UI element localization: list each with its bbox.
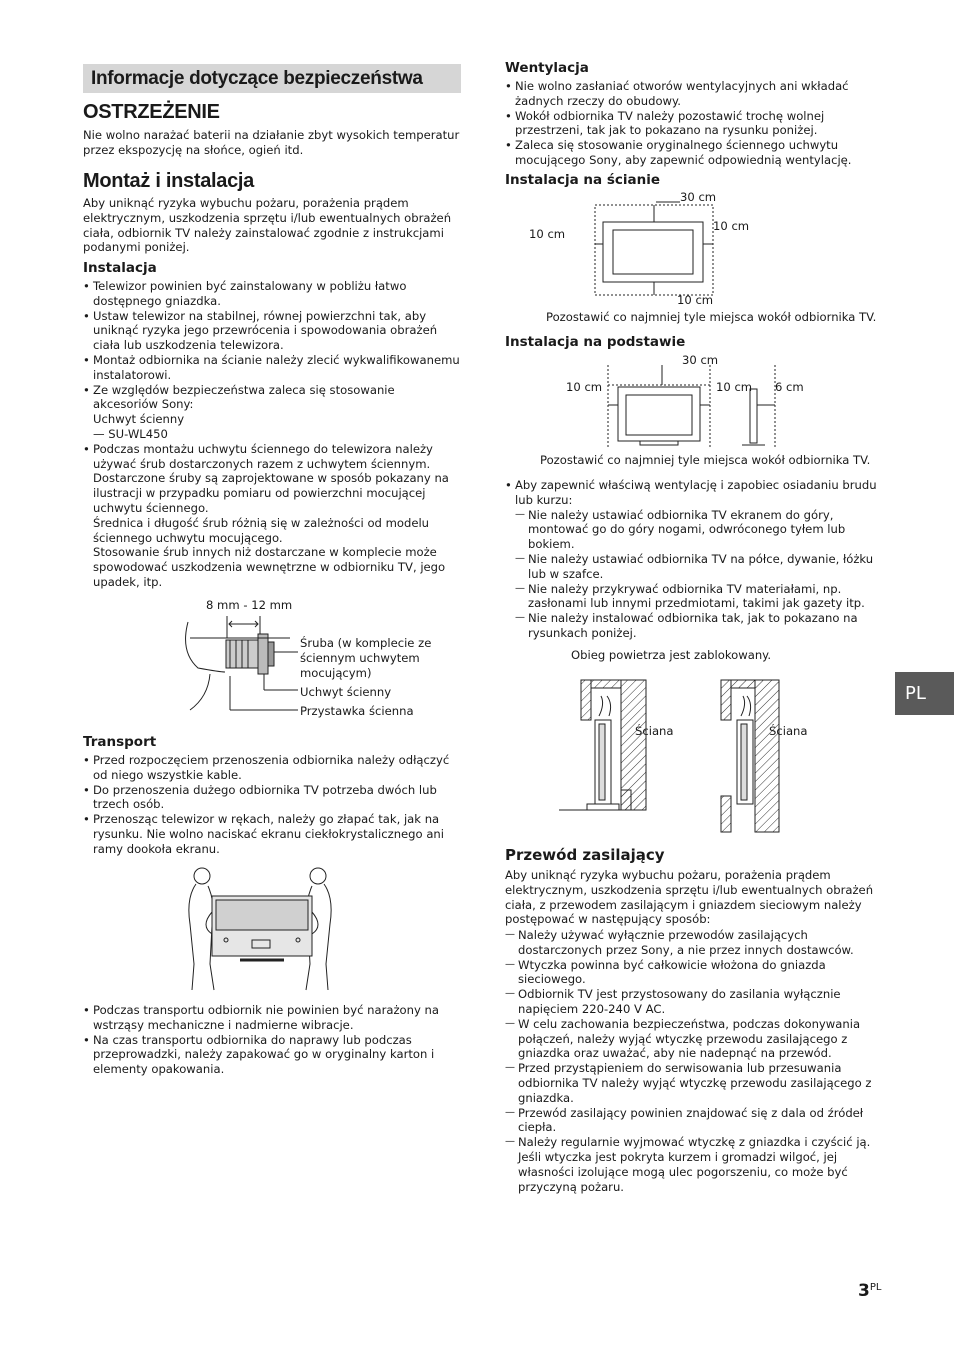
screw-label: Śruba (w komplecie ze ściennym uchwytem mocującym)	[300, 636, 432, 680]
power-cord-intro: Aby uniknąć ryzyka wybuchu pożaru, porażenia prądem elektrycznym, uszkodzenia sprzętu i/lub ewentualnych obrażeń ciała, z przewodem zasilającym i gniazdem sieciowym należy postępować w następujący sposób:	[505, 868, 874, 927]
airflow-caption: Obieg powietrza jest zablokowany.	[571, 648, 772, 662]
list-item: — Przewód zasilający powinien znajdować się z dala od źródeł ciepła.	[505, 1106, 877, 1136]
list-item: • Podczas montażu uchwytu ściennego do telewizora należy używać śrub dostarczonych razem z uchwytem ściennym. Dostarczone śruby są zaprojektowane w sposób pokazany na ilustracji w przypadku pomiaru od powierzchni mocującej uchwytu ściennego. Średnica i długość śrub różnią się w zależności od modelu ściennego uchwytu mocującego. Stosowanie śrub innych niż dostarczane w komplecie może spowodować uszkodzenia wewnętrzne w odbiorniku TV, jego upadek, itp.	[83, 442, 461, 590]
list-item: • Przenosząc telewizor w rękach, należy go złapać tak, jak na rysunku. Nie wolno naciskać ekranu ciekłokrystalicznego ani ramy dookoła ekranu.	[83, 812, 461, 856]
stand-left-distance: 10 cm	[566, 380, 603, 394]
stand-right-distance: 10 cm	[716, 380, 753, 394]
section-banner: Informacje dotyczące bezpieczeństwa	[83, 64, 461, 93]
screw-diagram	[180, 612, 310, 717]
adapter-label: Przystawka ścienna	[300, 704, 414, 718]
transport-list-2	[83, 1003, 461, 1077]
list-item: • Telewizor powinien być zainstalowany w pobliżu łatwo dostępnego gniazdka.	[83, 279, 461, 309]
power-cord-list	[505, 928, 877, 1194]
list-item: — Należy używać wyłącznie przewodów zasilających dostarczonych przez Sony, a nie przez innych dostawców.	[505, 928, 877, 958]
power-cord-heading: Przewód zasilający	[505, 846, 665, 864]
transport-heading: Transport	[83, 734, 157, 750]
ventilation-sublist	[515, 508, 877, 641]
list-item: — Nie należy ustawiać odbiornika TV ekranem do góry, montować go do góry nogami, odwróconego tyłem lub bokiem.	[515, 508, 877, 552]
ventilation-heading: Wentylacja	[505, 60, 589, 76]
stand-install-diagram	[600, 365, 785, 451]
wall-label-1: Ściana	[635, 724, 674, 738]
language-tab: PL	[895, 672, 954, 715]
wall-caption: Pozostawić co najmniej tyle miejsca wokół odbiornika TV.	[546, 310, 877, 324]
transport-list	[83, 753, 461, 857]
screw-note: Średnica i długość śrub różnią się w zależności od modelu ściennego uchwytu mocującego.	[93, 515, 430, 545]
list-item: • Ze względów bezpieczeństwa zaleca się stosowanie akcesoriów Sony: Uchwyt ścienny — SU-WL450	[83, 383, 461, 442]
ventilation-list	[505, 79, 877, 168]
list-item: • Montaż odbiornika na ścianie należy zlecić wykwalifikowanemu instalatorowi.	[83, 353, 461, 383]
wall-install-diagram	[590, 200, 720, 300]
list-item: — Odbiornik TV jest przystosowany do zasilania wyłącznie napięciem 220-240 V AC.	[505, 987, 877, 1017]
list-item: — Wtyczka powinna być całkowicie włożona do gniazda sieciowego.	[505, 958, 877, 988]
installation-list	[83, 279, 461, 590]
list-item: • Zaleca się stosowanie oryginalnego ściennego uchwytu mocującego Sony, aby zapewnić odpowiednią wentylację.	[505, 138, 877, 168]
wall-top-distance: 30 cm	[680, 190, 717, 204]
screw-warning: Stosowanie śrub innych niż dostarczane w komplecie może spowodować uszkodzenia wewnętrzne w odbiorniku TV, jego upadek, itp.	[93, 545, 446, 589]
mount-intro: Aby uniknąć ryzyka wybuchu pożaru, porażenia prądem elektrycznym, uszkodzenia sprzętu i/lub ewentualnych obrażeń ciała, odbiornik TV należy zainstalować zgodnie z instrukcjami podanymi poniżej.	[83, 196, 452, 255]
bracket-label: Uchwyt ścienny	[300, 685, 392, 699]
list-item: • Wokół odbiornika TV należy pozostawić trochę wolnej przestrzeni, tak jak to pokazano na rysunku poniżej.	[505, 109, 877, 139]
wall-left-distance: 10 cm	[529, 227, 566, 241]
list-item: — Nie należy instalować odbiornika tak, jak to pokazano na rysunkach poniżej.	[515, 611, 877, 641]
list-item: • Podczas transportu odbiornik nie powinien być narażony na wstrząsy mechaniczne i nadmierne wibracje.	[83, 1003, 461, 1033]
list-item: — Przed przystąpieniem do serwisowania lub przesuwania odbiornika TV należy wyjąć wtyczkę przewodu zasilającego z gniazdka.	[505, 1061, 877, 1105]
list-item: — Nie należy ustawiać odbiornika TV na półce, dywanie, łóżku lub w szafce.	[515, 552, 877, 582]
list-item: • Nie wolno zasłaniać otworów wentylacyjnych ani wkładać żadnych rzeczy do obudowy.	[505, 79, 877, 109]
mount-heading: Montaż i instalacja	[83, 170, 255, 192]
warning-text: Nie wolno narażać baterii na działanie zbyt wysokich temperatur przez ekspozycję na słońce, ogień itd.	[83, 128, 460, 157]
wall-label-2: Ściana	[769, 724, 808, 738]
list-item: — Należy regularnie wyjmować wtyczkę z gniazdka i czyścić ją. Jeśli wtyczka jest pokryta kurzem i gromadzi wilgoć, jej własności izolujące mogą ulec pogorszeniu, co może być przyczyną pożaru.	[505, 1135, 877, 1194]
list-item: • Przed rozpoczęciem przenoszenia odbiornika należy odłączyć od niego wszystkie kable.	[83, 753, 461, 783]
accessory-label: Uchwyt ścienny	[93, 412, 185, 427]
page-number: $3^{PL}$	[858, 1281, 882, 1301]
wall-bottom-distance: 10 cm	[677, 293, 714, 307]
stand-caption: Pozostawić co najmniej tyle miejsca wokół odbiornika TV.	[540, 453, 871, 467]
accessory-model: — SU-WL450	[93, 426, 168, 441]
wall-install-heading: Instalacja na ścianie	[505, 172, 660, 188]
screw-dimension: 8 mm - 12 mm	[206, 598, 293, 612]
warning-heading: OSTRZEŻENIE	[83, 101, 220, 123]
list-item: • Na czas transportu odbiornika do naprawy lub podczas przeprowadzki, należy zapakować go w oryginalny karton i elementy opakowania.	[83, 1033, 461, 1077]
list-item: — W celu zachowania bezpieczeństwa, podczas dokonywania połączeń, należy wyjąć wtyczkę przewodu zasilającego z gniazdka oraz uważać, aby nie nadepnąć na przewód.	[505, 1017, 877, 1061]
wall-right-distance: 10 cm	[713, 219, 750, 233]
list-item: — Nie należy przykrywać odbiornika TV materiałami, np. zasłonami lub innymi przedmiotami, takimi jak gazety itp.	[515, 582, 877, 612]
list-item: • Do przenoszenia dużego odbiornika TV potrzeba dwóch lub trzech osób.	[83, 783, 461, 813]
airflow-diagram	[555, 676, 785, 836]
carry-illustration	[180, 864, 340, 994]
stand-side-distance: 6 cm	[775, 380, 804, 394]
stand-top-distance: 30 cm	[682, 353, 719, 367]
list-item: • Ustaw telewizor na stabilnej, równej powierzchni tak, aby uniknąć ryzyka jego przewrócenia i spowodowania obrażeń ciała lub uszkodzenia telewizora.	[83, 309, 461, 353]
installation-heading: Instalacja	[83, 260, 157, 276]
ventilation-list-2	[505, 478, 877, 641]
stand-install-heading: Instalacja na podstawie	[505, 334, 686, 350]
list-item: • Aby zapewnić właściwą wentylację i zapobiec osiadaniu brudu lub kurzu: — Nie należy ustawiać odbiornika TV ekranem do góry, montować go do góry nogami, odwróconego tyłem lub bokiem. — Nie należy ustawiać odbiornika TV na półce, dywanie, łóżku lub w szafce. — Nie należy przykrywać odbiornika TV materiałami, np. zasłonami lub innymi przedmiotami, takimi jak gazety itp. — Nie należy instalować odbiornika tak, jak to pokazano na rysunkach poniżej.	[505, 478, 877, 641]
